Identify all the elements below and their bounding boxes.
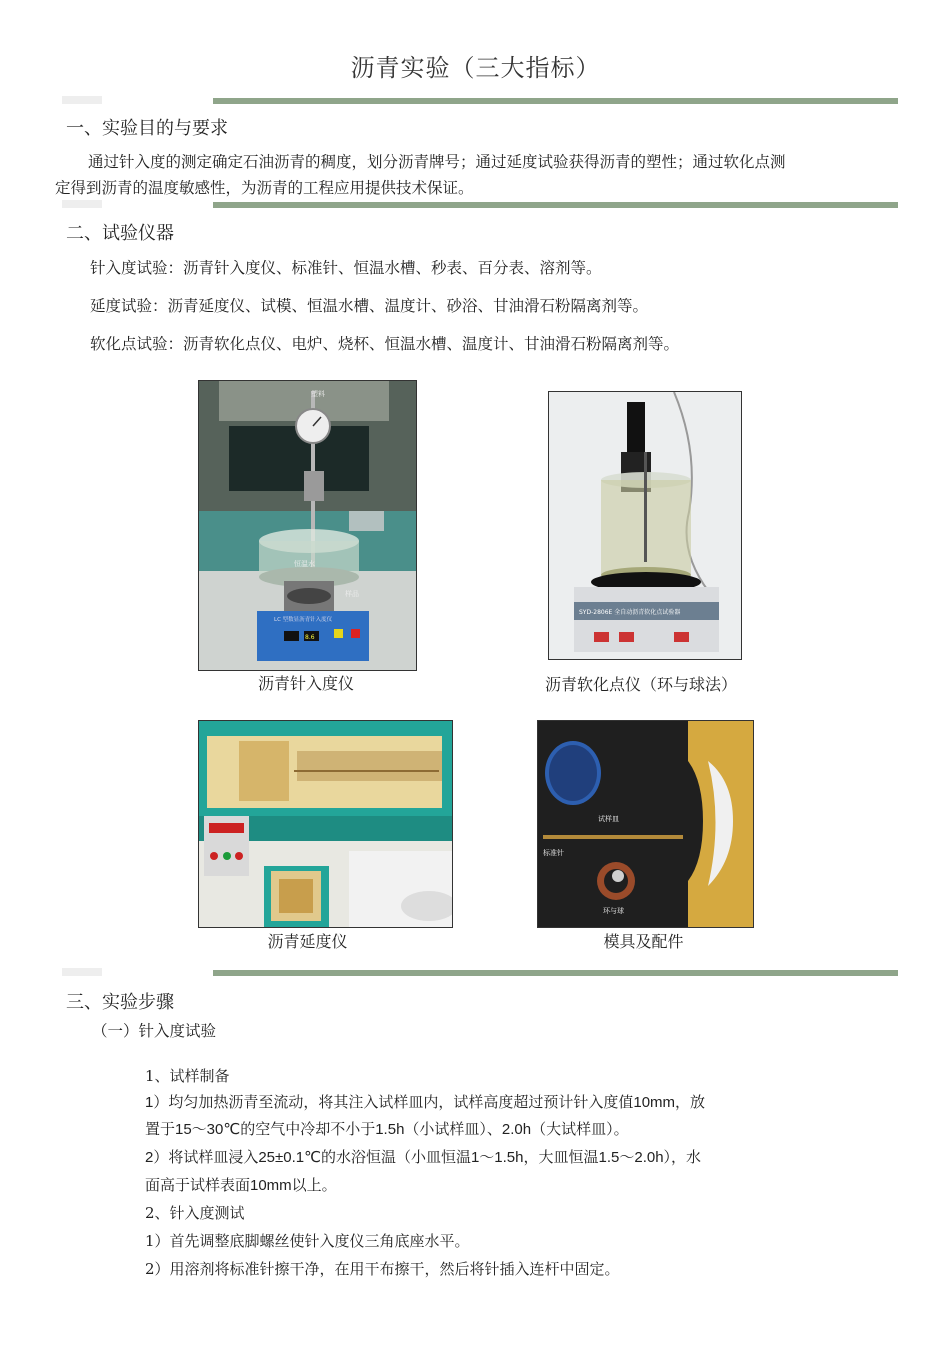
section1-heading: 一、实验目的与要求: [66, 118, 228, 139]
photo-label-sample: 样品: [345, 590, 359, 598]
caption-ductility: 沥青延度仪: [267, 932, 348, 951]
step-line: 2）将试样皿浸入25±0.1℃的水浴恒温（小皿恒温1～1.5h，大皿恒温1.5～2.0h），水: [145, 1149, 702, 1166]
photo-label-needle: 标准针: [543, 849, 564, 857]
equipment-item-softening: 软化点试验：沥青软化点仪、电炉、烧杯、恒温水槽、温度计、甘油滑石粉隔离剂等。: [90, 335, 680, 353]
section-divider: [62, 200, 898, 208]
section-divider: [62, 96, 898, 104]
photo-label-dish: 试样皿: [598, 815, 619, 823]
section3-subheading: （一）针入度试验: [92, 1022, 217, 1040]
panel-text: LC 型数显沥青针入度仪: [274, 617, 333, 623]
caption-penetrometer: 沥青针入度仪: [257, 674, 354, 693]
section1-para-line1: 通过针入度的测定确定石油沥青的稠度，划分沥青牌号；通过延度试验获得沥青的塑性；通过软化点测: [88, 153, 786, 171]
step-line: 面高于试样表面10mm以上。: [145, 1177, 337, 1194]
section-divider: [62, 968, 898, 976]
page-title: 沥青实验（三大指标）: [350, 54, 601, 82]
panel-text: SYD-2806E 全自动沥青软化点试验器: [579, 609, 681, 616]
section1-para-line2: 定得到沥青的温度敏感性，为沥青的工程应用提供技术保证。: [55, 179, 474, 197]
caption-softening-point: 沥青软化点仪（环与球法）: [544, 675, 737, 694]
display-readout: 8.6: [305, 634, 315, 641]
caption-molds: 模具及配件: [603, 932, 684, 951]
section2-heading: 二、试验仪器: [66, 223, 174, 244]
penetrometer-photo: [198, 380, 417, 671]
step-line: 2）用溶剂将标准针擦干净，在用干布擦干，然后将针插入连杆中固定。: [145, 1260, 620, 1278]
softening-point-photo: [548, 391, 742, 660]
step-line: 2、针入度测试: [145, 1204, 245, 1222]
step-line: 置于15～30℃的空气中冷却不小于1.5h（小试样皿）、2.0h（大试样皿）。: [145, 1121, 629, 1138]
equipment-item-penetration: 针入度试验：沥青针入度仪、标准针、恒温水槽、秒表、百分表、溶剂等。: [90, 259, 602, 277]
step-line: 1）首先调整底脚螺丝使针入度仪三角底座水平。: [145, 1232, 470, 1250]
photo-label-ring-ball: 环与球: [603, 907, 624, 915]
equipment-item-ductility: 延度试验：沥青延度仪、试模、恒温水槽、温度计、砂浴、甘油滑石粉隔离剂等。: [90, 297, 649, 315]
photo-label-water: 恒温水: [294, 560, 315, 568]
section3-heading: 三、实验步骤: [66, 992, 174, 1013]
ductility-photo: [198, 720, 453, 928]
photo-label-plastic: 塑料: [311, 390, 325, 398]
step-line: 1、试样制备: [145, 1067, 230, 1085]
molds-photo: [537, 720, 754, 928]
step-line: 1）均匀加热沥青至流动，将其注入试样皿内，试样高度超过预计针入度值10mm，放: [145, 1094, 706, 1111]
